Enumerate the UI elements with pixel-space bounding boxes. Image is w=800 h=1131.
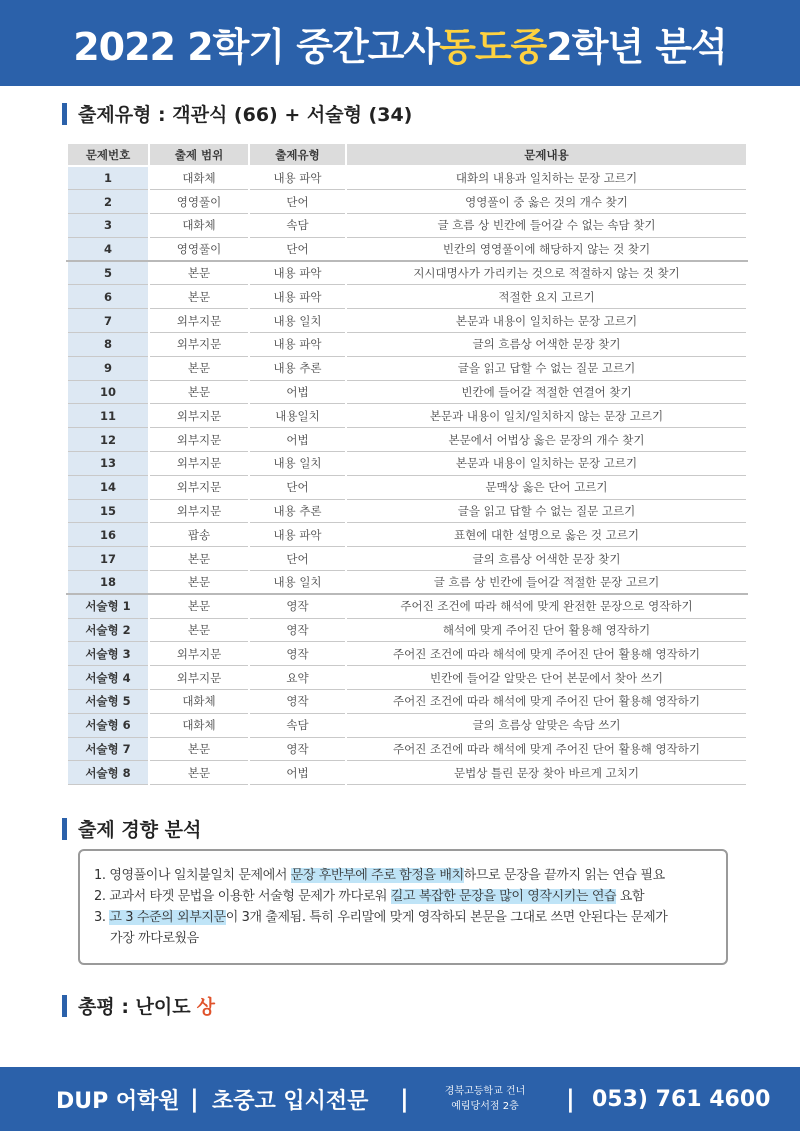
cell-content: 본문과 내용이 일치/일치하지 않는 문장 고르기 (346, 404, 747, 428)
cell-content: 글의 흐름상 어색한 문장 찾기 (346, 547, 747, 571)
cell-range: 팝송 (149, 523, 249, 547)
cell-range: 영영풀이 (149, 190, 249, 214)
table-row (67, 737, 747, 761)
cell-type: 단어 (249, 475, 346, 499)
trend-text: 이 3개 출제됨. 특히 우리말에 맞게 영작하되 본문을 그대로 쓰면 안된다는 문제가 (225, 910, 668, 925)
cell-content: 빈칸의 영영풀이에 해당하지 않는 것 찾기 (346, 237, 747, 261)
cell-range: 외부지문 (149, 499, 249, 523)
cell-type: 내용 파악 (249, 261, 346, 285)
table-row (67, 404, 747, 428)
table-row (67, 285, 747, 309)
table-row (67, 571, 747, 595)
section-bar (62, 995, 67, 1017)
cell-type: 영작 (249, 642, 346, 666)
section-exam-types-title: 출제유형 : 객관식 (66) + 서술형 (34) (78, 104, 413, 126)
header-number: 문제번호 (67, 143, 149, 166)
cell-range: 본문 (149, 356, 249, 380)
cell-content: 본문과 내용이 일치하는 문장 고르기 (346, 309, 747, 333)
cell-range: 외부지문 (149, 452, 249, 476)
cell-content: 적절한 요지 고르기 (346, 285, 747, 309)
cell-number: 13 (67, 452, 149, 476)
table-row (67, 499, 747, 523)
table-row (67, 666, 747, 690)
table-row (67, 166, 747, 190)
cell-type: 단어 (249, 237, 346, 261)
footer-divider: | (566, 1085, 575, 1113)
cell-number: 2 (67, 190, 149, 214)
trend-highlight: 문장 후반부에 주로 함정을 배치 (290, 868, 464, 883)
section-trend (62, 815, 201, 842)
section-summary (62, 992, 215, 1019)
table-row (67, 356, 747, 380)
cell-content: 글의 흐름상 알맞은 속담 쓰기 (346, 713, 747, 737)
cell-content: 영영풀이 중 옳은 것의 개수 찾기 (346, 190, 747, 214)
cell-number: 1 (67, 166, 149, 190)
cell-number: 서술형 3 (67, 642, 149, 666)
cell-number: 서술형 5 (67, 690, 149, 714)
cell-type: 내용 파악 (249, 333, 346, 357)
table-row (67, 713, 747, 737)
cell-range: 본문 (149, 737, 249, 761)
cell-type: 영작 (249, 618, 346, 642)
cell-range: 외부지문 (149, 666, 249, 690)
address-line-1: 경북고등학교 건너 (444, 1086, 526, 1097)
cell-type: 어법 (249, 428, 346, 452)
cell-range: 대화체 (149, 166, 249, 190)
cell-range: 영영풀이 (149, 237, 249, 261)
table-row (67, 380, 747, 404)
cell-type: 내용 파악 (249, 285, 346, 309)
cell-content: 글을 읽고 답할 수 없는 질문 고르기 (346, 356, 747, 380)
page-header (0, 0, 800, 86)
difficulty-level: 상 (196, 996, 215, 1018)
cell-range: 본문 (149, 547, 249, 571)
cell-type: 속담 (249, 713, 346, 737)
cell-type: 내용 파악 (249, 523, 346, 547)
cell-type: 어법 (249, 761, 346, 785)
cell-content: 해석에 맞게 주어진 단어 활용해 영작하기 (346, 618, 747, 642)
cell-number: 서술형 6 (67, 713, 149, 737)
section-exam-types (62, 100, 412, 127)
cell-content: 표현에 대한 설명으로 옳은 것 고르기 (346, 523, 747, 547)
cell-type: 단어 (249, 190, 346, 214)
trend-text: 2. 교과서 타겟 문법을 이용한 서술형 문제가 까다로워 (94, 889, 391, 904)
cell-content: 글을 읽고 답할 수 없는 질문 고르기 (346, 499, 747, 523)
trend-highlight: 고 3 수준의 외부지문 (109, 910, 226, 925)
table-row (67, 761, 747, 785)
cell-type: 영작 (249, 690, 346, 714)
cell-number: 8 (67, 333, 149, 357)
footer-phone: 053) 761 4600 (592, 1086, 771, 1112)
cell-range: 외부지문 (149, 404, 249, 428)
cell-number: 14 (67, 475, 149, 499)
cell-type: 내용 추론 (249, 499, 346, 523)
table-row (67, 690, 747, 714)
cell-range: 대화체 (149, 713, 249, 737)
cell-number: 서술형 4 (67, 666, 149, 690)
title-prefix: 2022 2학기 중간고사 (73, 24, 440, 69)
footer-address (430, 1084, 540, 1114)
cell-number: 15 (67, 499, 149, 523)
cell-number: 서술형 2 (67, 618, 149, 642)
trend-item-2 (94, 886, 714, 907)
cell-type: 단어 (249, 547, 346, 571)
table-row (67, 190, 747, 214)
table-row (67, 642, 747, 666)
cell-content: 대화의 내용과 일치하는 문장 고르기 (346, 166, 747, 190)
trend-text: 하므로 문장을 끝까지 읽는 연습 필요 (463, 868, 665, 883)
cell-content: 본문에서 어법상 옳은 문장의 개수 찾기 (346, 428, 747, 452)
cell-content: 주어진 조건에 따라 해석에 맞게 완전한 문장으로 영작하기 (346, 594, 747, 618)
table-row (67, 333, 747, 357)
trend-text: 3. (94, 910, 110, 925)
cell-type: 내용일치 (249, 404, 346, 428)
cell-range: 본문 (149, 571, 249, 595)
summary-title: 총평 : 난이도 (78, 996, 191, 1018)
cell-range: 본문 (149, 761, 249, 785)
cell-content: 주어진 조건에 따라 해석에 맞게 주어진 단어 활용해 영작하기 (346, 690, 747, 714)
footer-slogan: 초중고 입시전문 (212, 1088, 369, 1114)
cell-number: 7 (67, 309, 149, 333)
header-range: 출제 범위 (149, 143, 249, 166)
cell-range: 본문 (149, 285, 249, 309)
table-row (67, 523, 747, 547)
cell-number: 서술형 1 (67, 594, 149, 618)
cell-number: 16 (67, 523, 149, 547)
cell-range: 외부지문 (149, 309, 249, 333)
cell-type: 내용 일치 (249, 571, 346, 595)
trend-highlight: 길고 복잡한 문장을 많이 영작시키는 연습 (390, 889, 617, 904)
table-row (67, 618, 747, 642)
footer-brand: DUP 어학원 (56, 1088, 180, 1114)
section-bar (62, 818, 67, 840)
trend-item-3-continued: 가장 까다로웠음 (110, 931, 199, 946)
cell-content: 빈칸에 들어갈 적절한 연결어 찾기 (346, 380, 747, 404)
cell-content: 글의 흐름상 어색한 문장 찾기 (346, 333, 747, 357)
page-footer (0, 1067, 800, 1131)
trend-analysis-box (78, 849, 728, 965)
cell-number: 3 (67, 214, 149, 238)
cell-number: 9 (67, 356, 149, 380)
cell-type: 영작 (249, 594, 346, 618)
cell-range: 본문 (149, 380, 249, 404)
cell-range: 본문 (149, 261, 249, 285)
cell-number: 18 (67, 571, 149, 595)
section-bar (62, 103, 67, 125)
cell-range: 외부지문 (149, 475, 249, 499)
cell-range: 대화체 (149, 690, 249, 714)
table-row (67, 594, 747, 618)
cell-type: 어법 (249, 380, 346, 404)
table-row (67, 428, 747, 452)
table-header-row (67, 143, 747, 166)
cell-number: 10 (67, 380, 149, 404)
address-line-2: 예림당서점 2층 (451, 1101, 519, 1112)
cell-type: 요약 (249, 666, 346, 690)
table-row (67, 475, 747, 499)
cell-content: 문맥상 옳은 단어 고르기 (346, 475, 747, 499)
table-row (67, 261, 747, 285)
cell-type: 내용 일치 (249, 309, 346, 333)
exam-table (66, 142, 748, 785)
cell-number: 6 (67, 285, 149, 309)
cell-content: 주어진 조건에 따라 해석에 맞게 주어진 단어 활용해 영작하기 (346, 737, 747, 761)
table-row (67, 214, 747, 238)
cell-number: 4 (67, 237, 149, 261)
footer-divider: | (400, 1085, 409, 1113)
header-content: 문제내용 (346, 143, 747, 166)
cell-number: 12 (67, 428, 149, 452)
cell-number: 11 (67, 404, 149, 428)
table-row (67, 547, 747, 571)
school-name: 동도중 (439, 24, 547, 69)
cell-type: 내용 추론 (249, 356, 346, 380)
table-row (67, 309, 747, 333)
cell-range: 본문 (149, 618, 249, 642)
cell-range: 외부지문 (149, 333, 249, 357)
cell-content: 빈칸에 들어갈 알맞은 단어 본문에서 찾아 쓰기 (346, 666, 747, 690)
cell-content: 지시대명사가 가리키는 것으로 적절하지 않는 것 찾기 (346, 261, 747, 285)
cell-number: 5 (67, 261, 149, 285)
cell-type: 속담 (249, 214, 346, 238)
section-trend-title: 출제 경향 분석 (78, 819, 202, 841)
cell-number: 17 (67, 547, 149, 571)
header-type: 출제유형 (249, 143, 346, 166)
trend-item-3 (94, 907, 714, 928)
exam-table-body (67, 166, 747, 785)
trend-text: 1. 영영풀이나 일치불일치 문제에서 (94, 868, 291, 883)
trend-item-1 (94, 865, 714, 886)
trend-text: 요함 (616, 889, 645, 904)
cell-type: 내용 일치 (249, 452, 346, 476)
cell-content: 주어진 조건에 따라 해석에 맞게 주어진 단어 활용해 영작하기 (346, 642, 747, 666)
table-row (67, 452, 747, 476)
table-row (67, 237, 747, 261)
title-suffix: 2학년 분석 (546, 24, 727, 69)
cell-content: 글 흐름 상 빈칸에 들어갈 수 없는 속담 찾기 (346, 214, 747, 238)
footer-divider: | (190, 1085, 199, 1113)
cell-type: 내용 파악 (249, 166, 346, 190)
cell-range: 본문 (149, 594, 249, 618)
cell-content: 문법상 틀린 문장 찾아 바르게 고치기 (346, 761, 747, 785)
cell-content: 본문과 내용이 일치하는 문장 고르기 (346, 452, 747, 476)
cell-number: 서술형 7 (67, 737, 149, 761)
cell-range: 대화체 (149, 214, 249, 238)
cell-type: 영작 (249, 737, 346, 761)
cell-range: 외부지문 (149, 642, 249, 666)
cell-number: 서술형 8 (67, 761, 149, 785)
cell-range: 외부지문 (149, 428, 249, 452)
cell-content: 글 흐름 상 빈칸에 들어갈 적절한 문장 고르기 (346, 571, 747, 595)
